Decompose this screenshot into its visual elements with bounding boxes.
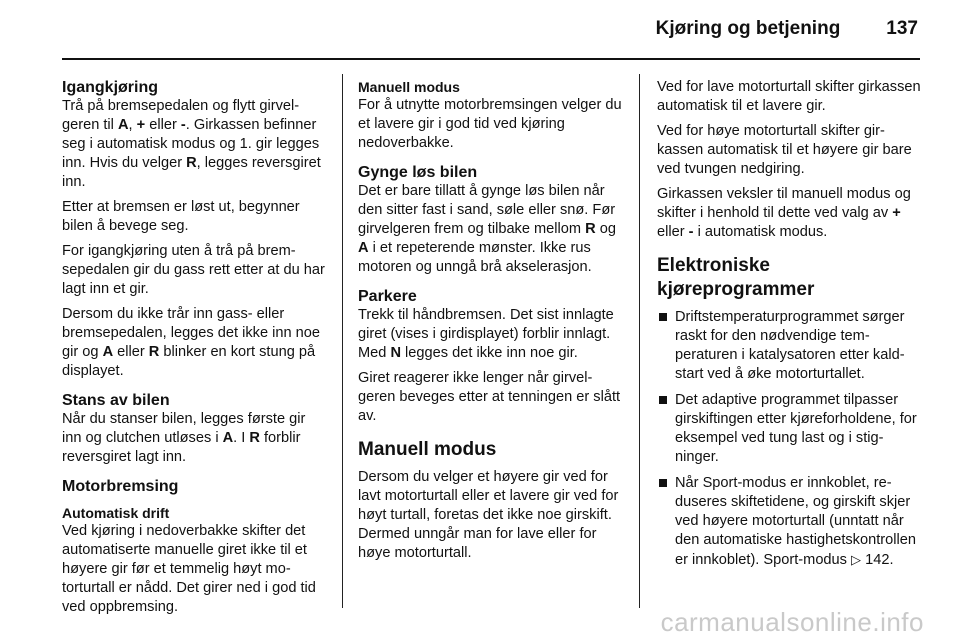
- paragraph-gynge: [358, 182, 624, 277]
- heading-motorbremsing: Motorbremsing: [62, 478, 179, 495]
- heading-gynge-los-bilen: Gynge løs bilen: [358, 164, 478, 181]
- gear-label: -: [180, 117, 186, 133]
- heading-automatisk-drift: Automatisk drift: [62, 505, 170, 521]
- page-title: Kjøring og betjening: [655, 18, 841, 39]
- gear-label: A: [102, 344, 114, 360]
- column-2: [358, 78, 624, 569]
- paragraph-manuell-modus: Dersom du velger et høyere gir ved for lavt motorturtall eller et lavere gir ved for høyt turtall, foretas det ikke noe girskift. Dermed unngår man for lave eller for høye motorturtall.: [358, 469, 619, 561]
- text: Det er bare tillatt å gynge løs bilen når den sitter fast i sand, søle eller snø. Før girvelgeren frem og tilbake mellom: [358, 183, 616, 237]
- text: og: [595, 221, 616, 237]
- column-3: [657, 78, 921, 577]
- text: . Girkassen befinner seg i automatisk modus og 1. gir legges inn. Hvis du velger: [62, 117, 320, 171]
- watermark: carmanualsonline.info: [660, 607, 924, 637]
- paragraph-start-2: Etter at bremsen er løst ut, begynner bilen å bevege seg.: [62, 199, 300, 234]
- page-header: [656, 18, 918, 40]
- heading-stans-av-bilen: Stans av bilen: [62, 392, 170, 409]
- text: Girkassen veksler til manuell modus og skifter i henhold til dette ved valg av: [657, 186, 911, 221]
- heading-igangkjoring: Igangkjøring: [62, 79, 158, 96]
- paragraph-manuell-modus-sub: For å utnytte motorbremsingen velger du et lavere gir i god tid ved kjøring nedoverbakke.: [358, 97, 622, 151]
- page-reference-link[interactable]: 142: [865, 552, 890, 568]
- text: i et repeterende mønster. Ikke rus motoren og unngå brå akselerasjon.: [358, 240, 592, 275]
- paragraph-parkere-2: Giret reagerer ikke lenger når girvelgeren beveges etter at tenningen er slått av.: [358, 370, 621, 424]
- paragraph-lave-turtall: Ved for lave motorturtall skifter girkassen automatisk til et lavere gir.: [657, 79, 921, 114]
- text: .: [889, 552, 894, 568]
- text: i automatisk modus.: [693, 224, 828, 240]
- bullet-square-icon: [659, 479, 667, 487]
- triangle-right-icon: ▷: [851, 552, 862, 567]
- heading-parkere: Parkere: [358, 288, 417, 305]
- text: eller: [657, 224, 689, 240]
- heading-manuell-modus: Manuell modus: [358, 439, 497, 460]
- gear-label: A: [222, 430, 234, 446]
- list-item-text: Når Sport-modus er innkoblet, reduseres skiftetidene, og girskift skjer ved høyere motorturtall (unntatt når den automatiske hastighetskontrollen er innkoblet). Sport-modus: [675, 475, 916, 568]
- text: , legges reversgiret inn.: [62, 155, 321, 190]
- text: Når du stanser bilen, legges første gir inn og clutchen utløses i: [62, 411, 306, 446]
- text: Trekk til håndbremsen. Det sist innlagte giret (vises i girdisplayet) forblir innlagt. Med: [358, 307, 614, 361]
- gear-label: +: [892, 205, 901, 221]
- list-item: [657, 308, 921, 384]
- paragraph-girkassen-veksler: [657, 185, 921, 242]
- gear-label: R: [249, 430, 260, 446]
- heading-elektroniske-kjoreprogrammer: Elektroniske kjøreprogrammer: [657, 255, 815, 300]
- gear-label: R: [148, 344, 160, 360]
- text: eller: [113, 344, 149, 360]
- text: Trå på bremsepedalen og flytt girvelgeren til: [62, 98, 300, 133]
- header-divider: [62, 58, 920, 60]
- gear-label: R: [585, 221, 596, 237]
- text: forblir reversgiret lagt inn.: [62, 430, 301, 465]
- list-item-text: Det adaptive programmet tilpasser girskiftingen etter kjøreforholdene, for eksempel ved tung last og i stigninger.: [675, 392, 917, 465]
- gear-label: +: [136, 117, 146, 133]
- text: . I: [233, 430, 250, 446]
- text: ,: [128, 117, 137, 133]
- text: eller: [145, 117, 181, 133]
- text: Dersom du ikke trår inn gass- eller bremsepedalen, legges det ikke inn noe gir og: [62, 306, 320, 360]
- gear-label: -: [688, 224, 694, 240]
- list-item: [657, 391, 921, 467]
- bullet-square-icon: [659, 313, 667, 321]
- paragraph-start-1: [62, 97, 328, 192]
- gear-label: N: [390, 345, 401, 361]
- column-1: [62, 78, 328, 623]
- heading-manuell-modus-sub: Manuell modus: [358, 79, 460, 95]
- paragraph-hoye-turtall: Ved for høye motorturtall skifter girkassen automatisk til et høyere gir bare ved tvungen nedgiring.: [657, 123, 912, 177]
- paragraph-stans: [62, 410, 328, 467]
- paragraph-automatisk-drift: Ved kjøring i nedoverbakke skifter det automatiserte manuelle giret ikke til et høyere gir før et temmelig høyt motorturtall er nådd. Det girer ned i god tid ved oppbremsing.: [62, 523, 316, 615]
- column-divider-1: [342, 74, 343, 608]
- gear-label: A: [358, 240, 369, 256]
- paragraph-start-3: For igangkjøring uten å trå på bremsepedalen gir du gass rett etter at du har lagt inn et gir.: [62, 243, 325, 297]
- gear-label: R: [186, 155, 197, 171]
- bullet-square-icon: [659, 396, 667, 404]
- page-number: 137: [886, 18, 918, 39]
- text: blinker en kort stung på displayet.: [62, 344, 316, 379]
- text: legges det ikke inn noe gir.: [401, 345, 578, 361]
- list-item: [657, 474, 921, 570]
- column-divider-2: [639, 74, 640, 608]
- paragraph-start-4: [62, 305, 328, 381]
- program-list: [657, 308, 921, 570]
- paragraph-parkere-1: [358, 306, 624, 363]
- gear-label: A: [117, 117, 129, 133]
- list-item-text: Driftstemperaturprogrammet sørger raskt for den nødvendige temperaturen i katalysatoren etter kaldstart ved å øke motorturtallet.: [675, 309, 905, 382]
